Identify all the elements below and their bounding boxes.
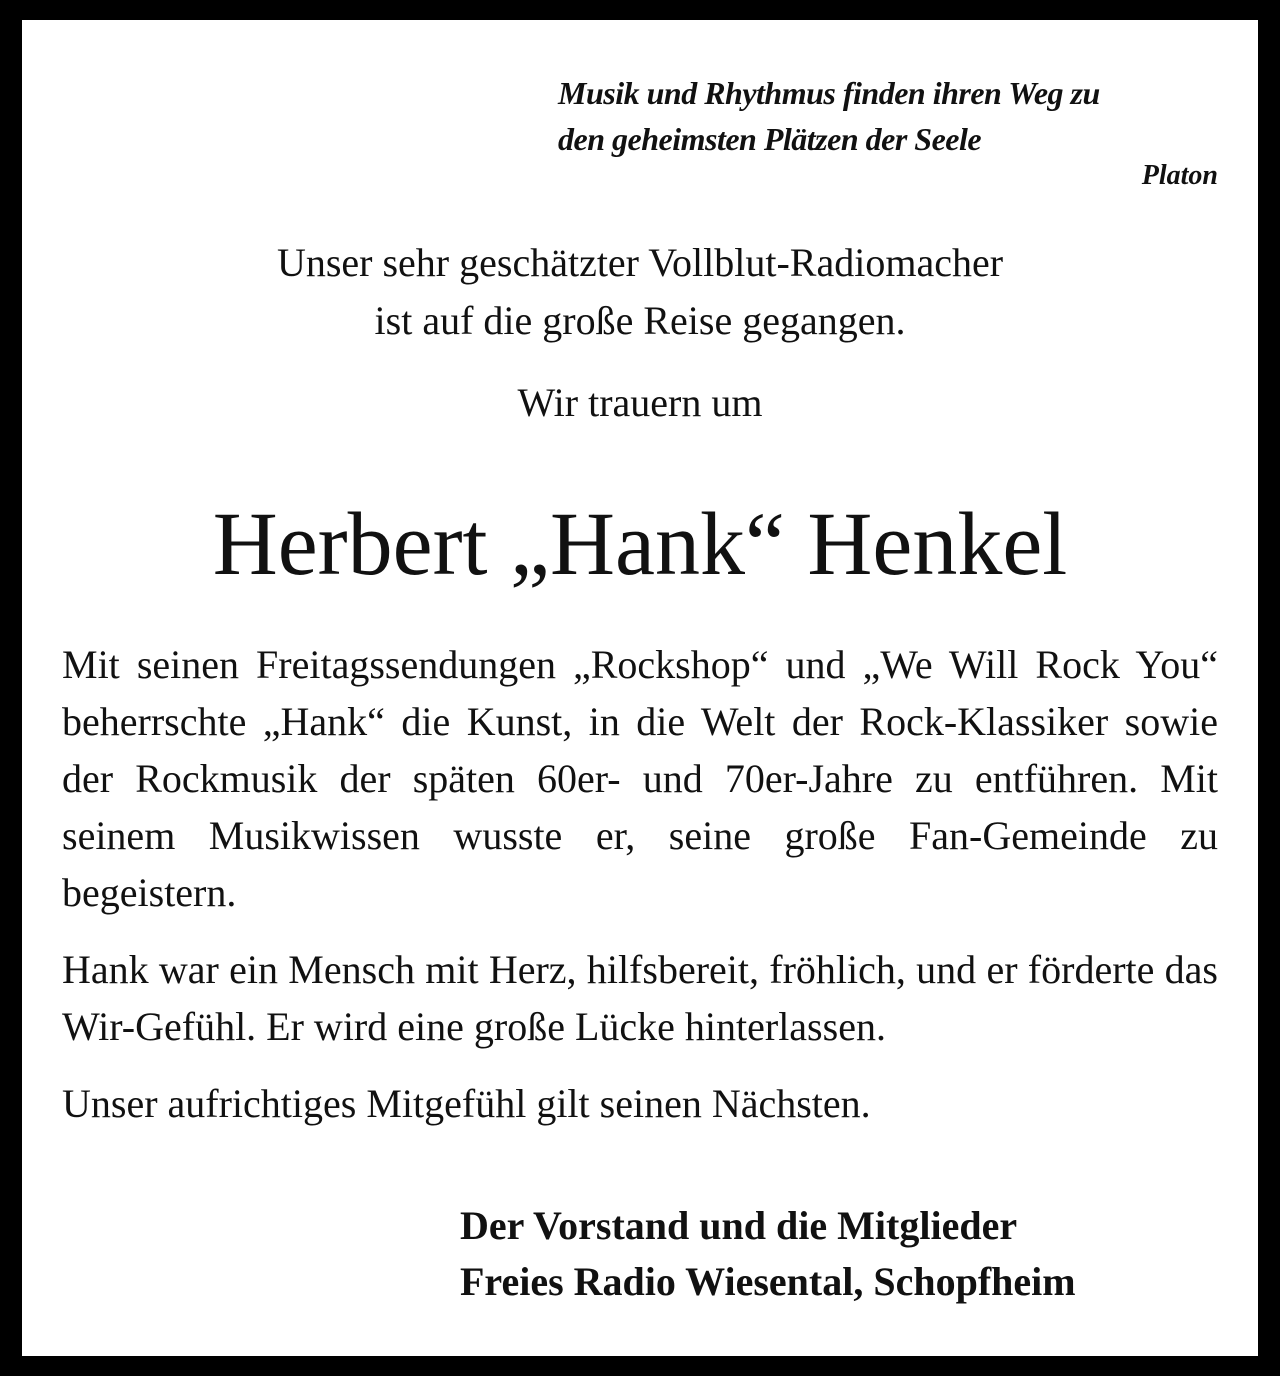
quote-author: Platon — [1141, 160, 1218, 191]
quote-line-2: den geheimsten Plätzen der Seele — [558, 121, 982, 157]
signature-block — [460, 1198, 1076, 1310]
epigraph-quote — [558, 70, 1218, 162]
intro-line-2: ist auf die große Reise gegangen. — [374, 298, 906, 343]
obituary-notice — [22, 20, 1258, 1356]
tribute-paragraph-1: Mit seinen Freitagssendungen „Rockshop“ und „We Will Rock You“ beherrschte „Hank“ die Kunst, in die Welt der Rock-Klassiker sowie der Rockmusik der späten 60er- und 70er-Jahre zu entführen. Mit seinem Musikwissen wusste er, seine große Fan-Gemeinde zu begeistern. — [62, 642, 1218, 915]
quote-line-1: Musik und Rhythmus finden ihren Weg zu — [558, 75, 1100, 111]
intro-text — [22, 234, 1258, 350]
tribute-text — [62, 636, 1218, 1152]
deceased-name: Herbert „Hank“ Henkel — [212, 495, 1068, 594]
intro-line-1: Unser sehr geschätzter Vollblut-Radiomacher — [276, 240, 1004, 285]
signature-line-1: Der Vorstand und die Mitglieder — [460, 1203, 1018, 1248]
mourn-line: Wir trauern um — [517, 380, 763, 425]
signature-line-2: Freies Radio Wiesental, Schopfheim — [460, 1259, 1076, 1304]
tribute-paragraph-3: Unser aufrichtiges Mitgefühl gilt seinen Nächsten. — [62, 1081, 871, 1126]
tribute-paragraph-2: Hank war ein Mensch mit Herz, hilfsbereit, fröhlich, und er förderte das Wir-Gefühl. Er wird eine große Lücke hinterlassen. — [62, 947, 1218, 1049]
